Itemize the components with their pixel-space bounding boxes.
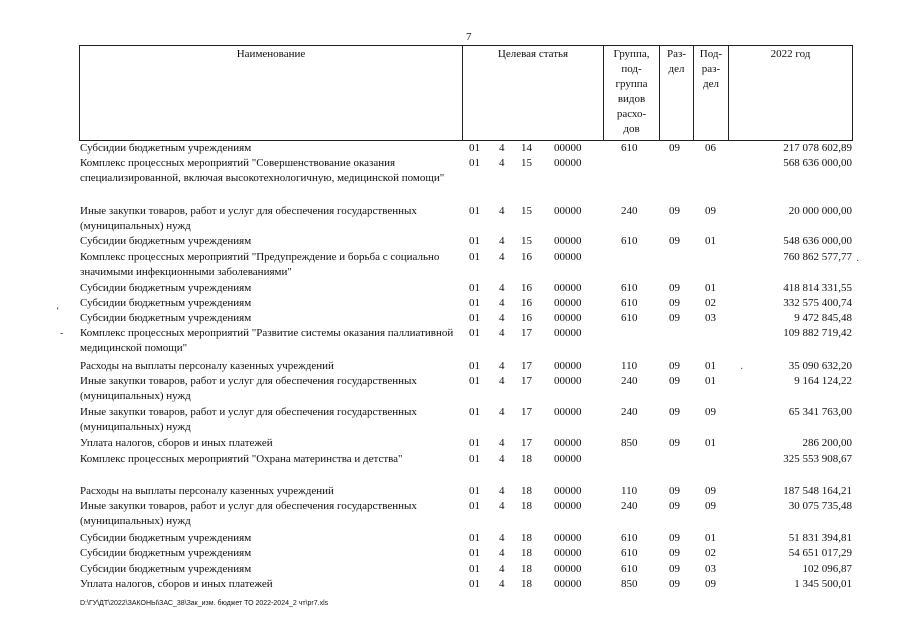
row-section: 09 (669, 437, 680, 449)
row-expense-group: 850 (621, 437, 638, 449)
row-code-measure: 16 (521, 251, 532, 263)
row-amount: 20 000 000,00 (788, 205, 852, 217)
header-section-line: Раз- (666, 48, 686, 60)
row-expense-group: 610 (621, 297, 638, 309)
row-amount: 325 553 908,67 (783, 453, 852, 465)
row-subsection: 02 (705, 297, 716, 309)
scan-speck: ʻ (56, 306, 60, 317)
row-code-program: 01 (469, 500, 480, 512)
row-code-direction: 00000 (554, 453, 582, 465)
row-section: 09 (669, 485, 680, 497)
row-code-program: 01 (469, 485, 480, 497)
row-name: Субсидии бюджетным учреждениям (80, 282, 252, 294)
row-name: Субсидии бюджетным учреждениям (80, 235, 252, 247)
row-code-program: 01 (469, 205, 480, 217)
row-amount: 102 096,87 (802, 563, 852, 575)
row-code-subprogram: 4 (499, 406, 505, 418)
row-code-direction: 00000 (554, 282, 582, 294)
row-code-direction: 00000 (554, 157, 582, 169)
row-code-measure: 18 (521, 485, 532, 497)
page-number: 7 (466, 31, 472, 43)
header-subsection-line: дел (703, 78, 719, 90)
row-code-direction: 00000 (554, 500, 582, 512)
row-code-program: 01 (469, 282, 480, 294)
row-section: 09 (669, 235, 680, 247)
row-subsection: 01 (705, 532, 716, 544)
row-name: Комплекс процессных мероприятий "Совершенствование оказания специализированной, включая высокотехнологичную, медицинской помощи" (80, 157, 445, 184)
row-amount: 51 831 394,81 (788, 532, 852, 544)
scan-speck: ‐ (60, 328, 64, 339)
row-section: 09 (669, 297, 680, 309)
row-code-subprogram: 4 (499, 532, 505, 544)
row-expense-group: 610 (621, 312, 638, 324)
row-code-direction: 00000 (554, 485, 582, 497)
row-section: 09 (669, 282, 680, 294)
row-code-subprogram: 4 (499, 578, 505, 590)
row-name: Комплекс процессных мероприятий "Охрана материнства и детства" (80, 453, 403, 465)
row-code-direction: 00000 (554, 437, 582, 449)
row-code-measure: 17 (521, 375, 532, 387)
row-code-program: 01 (469, 406, 480, 418)
row-code-program: 01 (469, 157, 480, 169)
row-code-direction: 00000 (554, 547, 582, 559)
row-code-direction: 00000 (554, 360, 582, 372)
row-code-measure: 18 (521, 532, 532, 544)
row-expense-group: 610 (621, 563, 638, 575)
header-top-border (79, 45, 853, 46)
row-code-program: 01 (469, 453, 480, 465)
row-code-measure: 17 (521, 406, 532, 418)
row-code-subprogram: 4 (499, 312, 505, 324)
header-expense-group (604, 47, 659, 137)
row-section: 09 (669, 500, 680, 512)
header-group-line: расхо- (616, 108, 647, 120)
row-name: Субсидии бюджетным учреждениям (80, 142, 252, 154)
header-subsection-line: Под- (699, 48, 723, 60)
header-group-line: под- (621, 63, 642, 75)
row-code-measure: 16 (521, 312, 532, 324)
row-name: Иные закупки товаров, работ и услуг для обеспечения государственных (муниципальных) нужд (80, 406, 417, 433)
row-code-direction: 00000 (554, 578, 582, 590)
header-divider (852, 45, 853, 141)
row-code-program: 01 (469, 547, 480, 559)
row-code-direction: 00000 (554, 406, 582, 418)
row-code-measure: 18 (521, 563, 532, 575)
row-code-program: 01 (469, 578, 480, 590)
row-code-subprogram: 4 (499, 205, 505, 217)
row-code-subprogram: 4 (499, 360, 505, 372)
row-section: 09 (669, 360, 680, 372)
row-section: 09 (669, 547, 680, 559)
scan-speck: · (740, 364, 744, 375)
row-code-program: 01 (469, 297, 480, 309)
header-name: Наименование (236, 48, 306, 60)
row-amount: 1 345 500,01 (794, 578, 852, 590)
row-amount: 9 164 124,22 (794, 375, 852, 387)
row-code-program: 01 (469, 563, 480, 575)
row-code-measure: 18 (521, 547, 532, 559)
row-name: Иные закупки товаров, работ и услуг для обеспечения государственных (муниципальных) нужд (80, 375, 417, 402)
row-code-subprogram: 4 (499, 563, 505, 575)
row-expense-group: 240 (621, 500, 638, 512)
row-code-measure: 18 (521, 453, 532, 465)
header-year: 2022 год (770, 48, 811, 60)
row-amount: 65 341 763,00 (788, 406, 852, 418)
row-code-measure: 15 (521, 205, 532, 217)
row-code-direction: 00000 (554, 205, 582, 217)
row-code-program: 01 (469, 437, 480, 449)
header-group-line: группа (615, 78, 648, 90)
row-section: 09 (669, 312, 680, 324)
row-section: 09 (669, 563, 680, 575)
row-name: Расходы на выплаты персоналу казенных учреждений (80, 485, 334, 497)
scan-speck: · (856, 256, 860, 267)
row-code-subprogram: 4 (499, 235, 505, 247)
row-code-direction: 00000 (554, 532, 582, 544)
row-code-subprogram: 4 (499, 437, 505, 449)
row-code-subprogram: 4 (499, 297, 505, 309)
row-amount: 568 636 000,00 (783, 157, 852, 169)
row-expense-group: 610 (621, 282, 638, 294)
row-code-program: 01 (469, 360, 480, 372)
row-expense-group: 240 (621, 375, 638, 387)
row-amount: 217 078 602,89 (783, 142, 852, 154)
row-subsection: 09 (705, 205, 716, 217)
header-section-line: дел (668, 63, 685, 75)
row-section: 09 (669, 532, 680, 544)
row-amount: 418 814 331,55 (783, 282, 852, 294)
header-group-line: Группа, (613, 48, 650, 60)
row-expense-group: 240 (621, 406, 638, 418)
header-section (660, 47, 693, 77)
row-code-subprogram: 4 (499, 327, 505, 339)
row-code-measure: 15 (521, 235, 532, 247)
row-amount: 54 651 017,29 (788, 547, 852, 559)
row-code-measure: 15 (521, 157, 532, 169)
row-code-program: 01 (469, 312, 480, 324)
row-code-direction: 00000 (554, 235, 582, 247)
row-section: 09 (669, 406, 680, 418)
row-code-subprogram: 4 (499, 282, 505, 294)
row-code-subprogram: 4 (499, 485, 505, 497)
row-code-direction: 00000 (554, 327, 582, 339)
row-code-subprogram: 4 (499, 142, 505, 154)
row-code-measure: 18 (521, 500, 532, 512)
row-name: Субсидии бюджетным учреждениям (80, 532, 252, 544)
header-group-line: видов (617, 93, 646, 105)
row-subsection: 01 (705, 437, 716, 449)
row-code-measure: 17 (521, 437, 532, 449)
row-amount: 286 200,00 (802, 437, 852, 449)
header-subsection (694, 47, 728, 92)
row-code-subprogram: 4 (499, 547, 505, 559)
row-subsection: 09 (705, 485, 716, 497)
row-code-program: 01 (469, 327, 480, 339)
row-subsection: 03 (705, 312, 716, 324)
row-code-direction: 00000 (554, 563, 582, 575)
row-amount: 30 075 735,48 (788, 500, 852, 512)
row-name: Иные закупки товаров, работ и услуг для обеспечения государственных (муниципальных) нужд (80, 205, 417, 232)
row-expense-group: 110 (621, 485, 638, 497)
row-code-measure: 18 (521, 578, 532, 590)
row-name: Субсидии бюджетным учреждениям (80, 297, 252, 309)
row-name: Иные закупки товаров, работ и услуг для обеспечения государственных (муниципальных) нужд (80, 500, 417, 527)
row-expense-group: 610 (621, 532, 638, 544)
row-subsection: 06 (705, 142, 716, 154)
row-expense-group: 110 (621, 360, 638, 372)
row-subsection: 01 (705, 360, 716, 372)
row-code-measure: 17 (521, 360, 532, 372)
row-expense-group: 610 (621, 547, 638, 559)
row-code-program: 01 (469, 142, 480, 154)
row-code-direction: 00000 (554, 297, 582, 309)
row-name: Комплекс процессных мероприятий "Предупреждение и борьба с социально значимыми инфекционными заболеваниями" (80, 251, 440, 278)
row-subsection: 09 (705, 500, 716, 512)
row-amount: 9 472 845,48 (794, 312, 852, 324)
row-section: 09 (669, 578, 680, 590)
row-section: 09 (669, 205, 680, 217)
row-name: Уплата налогов, сборов и иных платежей (80, 437, 273, 449)
row-name: Субсидии бюджетным учреждениям (80, 547, 252, 559)
row-code-subprogram: 4 (499, 375, 505, 387)
row-subsection: 09 (705, 406, 716, 418)
row-expense-group: 610 (621, 142, 638, 154)
row-code-direction: 00000 (554, 312, 582, 324)
row-code-measure: 17 (521, 327, 532, 339)
row-amount: 35 090 632,20 (788, 360, 852, 372)
row-name: Субсидии бюджетным учреждениям (80, 563, 252, 575)
row-code-direction: 00000 (554, 142, 582, 154)
row-section: 09 (669, 375, 680, 387)
row-code-subprogram: 4 (499, 251, 505, 263)
row-subsection: 01 (705, 282, 716, 294)
header-target-article: Целевая статья (497, 48, 569, 60)
row-amount: 760 862 577,77 (783, 251, 852, 263)
row-expense-group: 850 (621, 578, 638, 590)
row-expense-group: 240 (621, 205, 638, 217)
row-subsection: 01 (705, 235, 716, 247)
row-code-measure: 16 (521, 297, 532, 309)
row-code-program: 01 (469, 375, 480, 387)
row-section: 09 (669, 142, 680, 154)
row-subsection: 01 (705, 375, 716, 387)
row-amount: 332 575 400,74 (783, 297, 852, 309)
row-code-program: 01 (469, 532, 480, 544)
row-name: Комплекс процессных мероприятий "Развитие системы оказания паллиативной медицинской помощи" (80, 327, 454, 354)
row-code-direction: 00000 (554, 375, 582, 387)
file-path-footer: D:\ГУ\ДТ\2022\ЗАКОНЫ\ЗАС_38\Зак_изм. бюджет ТО 2022-2024_2 чт\pr7.xls (80, 600, 329, 607)
row-name: Уплата налогов, сборов и иных платежей (80, 578, 273, 590)
row-code-program: 01 (469, 251, 480, 263)
row-subsection: 02 (705, 547, 716, 559)
row-code-subprogram: 4 (499, 500, 505, 512)
row-expense-group: 610 (621, 235, 638, 247)
row-code-subprogram: 4 (499, 453, 505, 465)
row-code-measure: 16 (521, 282, 532, 294)
header-group-line: дов (623, 123, 640, 135)
row-code-measure: 14 (521, 142, 532, 154)
row-amount: 187 548 164,21 (783, 485, 852, 497)
row-name: Расходы на выплаты персоналу казенных учреждений (80, 360, 334, 372)
row-subsection: 03 (705, 563, 716, 575)
row-amount: 548 636 000,00 (783, 235, 852, 247)
row-name: Субсидии бюджетным учреждениям (80, 312, 252, 324)
row-code-direction: 00000 (554, 251, 582, 263)
header-subsection-line: раз- (701, 63, 721, 75)
row-code-program: 01 (469, 235, 480, 247)
row-code-subprogram: 4 (499, 157, 505, 169)
row-amount: 109 882 719,42 (783, 327, 852, 339)
row-subsection: 09 (705, 578, 716, 590)
